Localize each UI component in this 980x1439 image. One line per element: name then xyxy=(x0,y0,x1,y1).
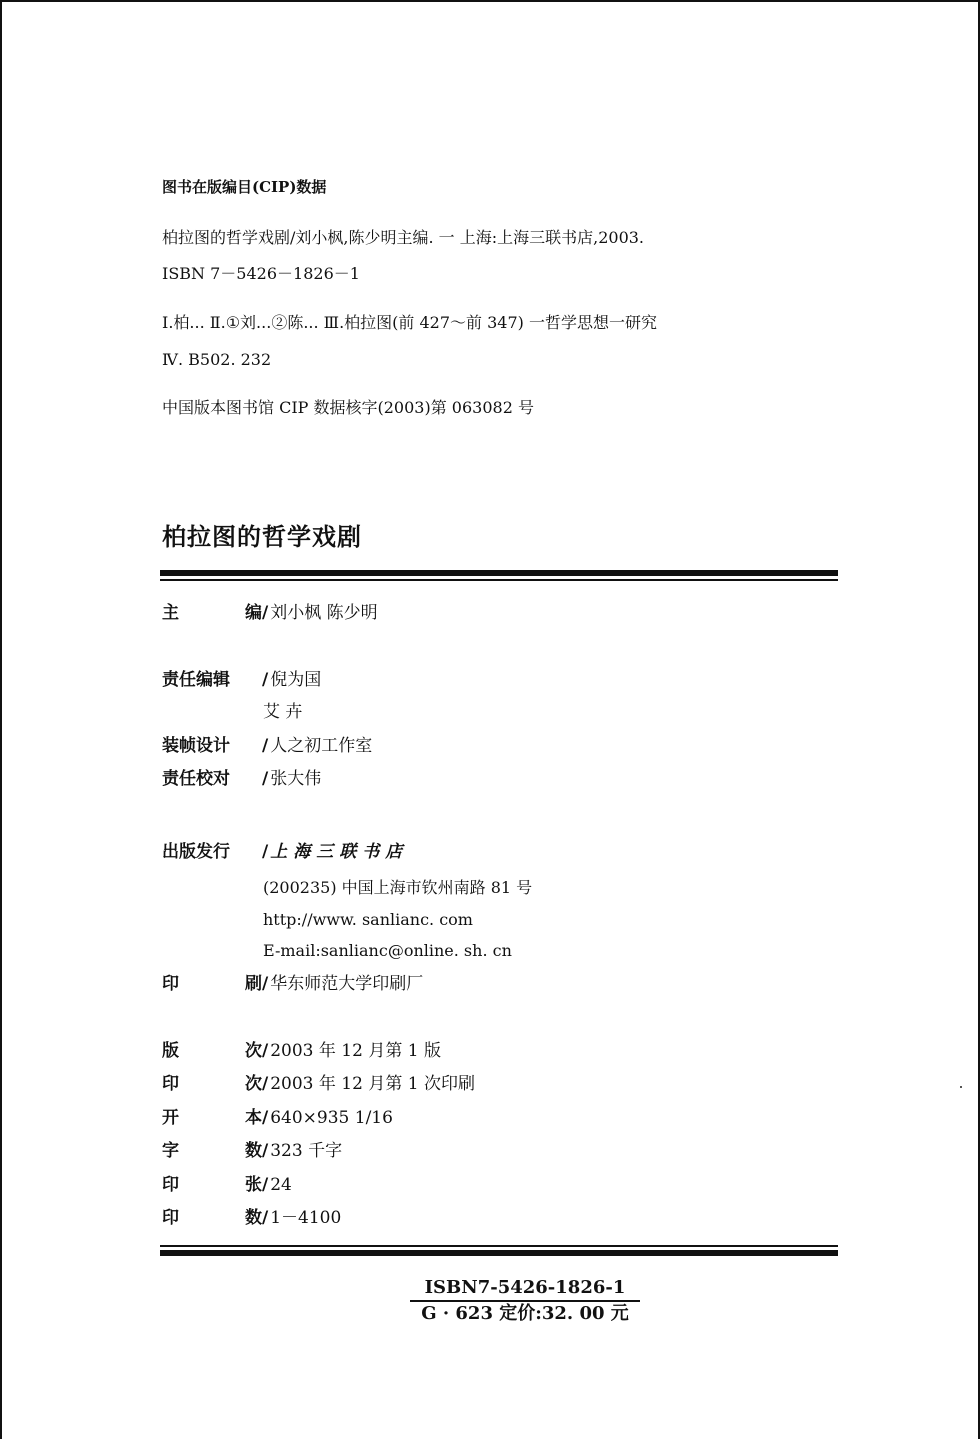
sheets-label: 印 张 xyxy=(162,1175,262,1195)
edition-row: 版 次 / 2003 年 12 月第 1 版 xyxy=(162,1041,441,1061)
cip-classification-line: Ⅳ. B502. 232 xyxy=(162,350,272,369)
cip-catalog-line: 柏拉图的哲学戏剧/刘小枫,陈少明主编. 一 上海:上海三联书店,2003. xyxy=(162,228,645,247)
cip-record-number: 中国版本图书馆 CIP 数据核字(2003)第 063082 号 xyxy=(162,398,534,417)
design-row: 装帧设计 / 人之初工作室 xyxy=(162,736,373,756)
responsible-editor-row: 责任编辑 / 倪为国 xyxy=(162,670,322,690)
proofreader-label: 责任校对 xyxy=(162,769,230,789)
sheets-value: 24 xyxy=(270,1175,292,1195)
printer-label: 印 刷 xyxy=(162,974,262,994)
word-count-label: 字 数 xyxy=(162,1141,262,1161)
bottom-rule-thin xyxy=(160,1245,838,1247)
cip-subject-line: Ⅰ.柏... Ⅱ.①刘...②陈... Ⅲ.柏拉图(前 427～前 347) 一哲学思想一研究 xyxy=(162,313,657,332)
responsible-editor-value: 倪为国 xyxy=(270,670,322,690)
title-rule-thin xyxy=(160,579,838,581)
price-line: G · 623 定价:32. 00 元 xyxy=(421,1303,629,1324)
printing-label: 印 次 xyxy=(162,1074,262,1094)
scan-speck xyxy=(960,1086,962,1088)
format-row: 开 本 / 640×935 1/16 xyxy=(162,1108,393,1128)
isbn-number: ISBN7-5426-1826-1 xyxy=(410,1276,640,1302)
chief-editor-value: 刘小枫 陈少明 xyxy=(270,603,378,623)
copies-value: 1－4100 xyxy=(270,1208,342,1228)
cip-isbn-line: ISBN 7－5426－1826－1 xyxy=(162,264,360,283)
word-count-value: 323 千字 xyxy=(270,1141,343,1161)
publisher-address: (200235) 中国上海市钦州南路 81 号 xyxy=(263,878,533,897)
responsible-editor-label: 责任编辑 xyxy=(162,670,230,690)
title-rule-thick xyxy=(160,570,838,576)
design-label: 装帧设计 xyxy=(162,736,230,756)
top-border xyxy=(0,0,980,2)
bottom-rule-thick xyxy=(160,1250,838,1256)
copies-label: 印 数 xyxy=(162,1208,262,1228)
publisher-name: 上海三联书店 xyxy=(270,842,409,862)
responsible-editor-second: 艾 卉 xyxy=(263,702,303,722)
format-value: 640×935 1/16 xyxy=(270,1108,393,1128)
design-value: 人之初工作室 xyxy=(270,736,373,756)
edition-value: 2003 年 12 月第 1 版 xyxy=(270,1041,441,1061)
sheets-row: 印 张 / 24 xyxy=(162,1175,292,1195)
printer-value: 华东师范大学印刷厂 xyxy=(270,974,424,994)
printer-row: 印 刷 / 华东师范大学印刷厂 xyxy=(162,974,424,994)
book-title: 柏拉图的哲学戏剧 xyxy=(162,522,362,551)
isbn-price-block xyxy=(410,1276,640,1326)
printing-value: 2003 年 12 月第 1 次印刷 xyxy=(270,1074,475,1094)
chief-editor-row: 主 编 / 刘小枫 陈少明 xyxy=(162,603,378,623)
publisher-row: 出版发行 / 上海三联书店 xyxy=(162,842,409,862)
word-count-row: 字 数 / 323 千字 xyxy=(162,1141,343,1161)
publisher-url: http://www. sanlianc. com xyxy=(263,910,473,929)
edition-label: 版 次 xyxy=(162,1041,262,1061)
publisher-email: E-mail:sanlianc@online. sh. cn xyxy=(263,941,512,960)
publisher-label: 出版发行 xyxy=(162,842,230,862)
copies-row: 印 数 / 1－4100 xyxy=(162,1208,342,1228)
printing-row: 印 次 / 2003 年 12 月第 1 次印刷 xyxy=(162,1074,475,1094)
left-border xyxy=(0,0,2,1439)
cip-heading: 图书在版编目(CIP)数据 xyxy=(162,178,327,196)
chief-editor-label: 主 编 xyxy=(162,603,262,623)
proofreader-value: 张大伟 xyxy=(270,769,322,789)
format-label: 开 本 xyxy=(162,1108,262,1128)
proofreader-row: 责任校对 / 张大伟 xyxy=(162,769,322,789)
